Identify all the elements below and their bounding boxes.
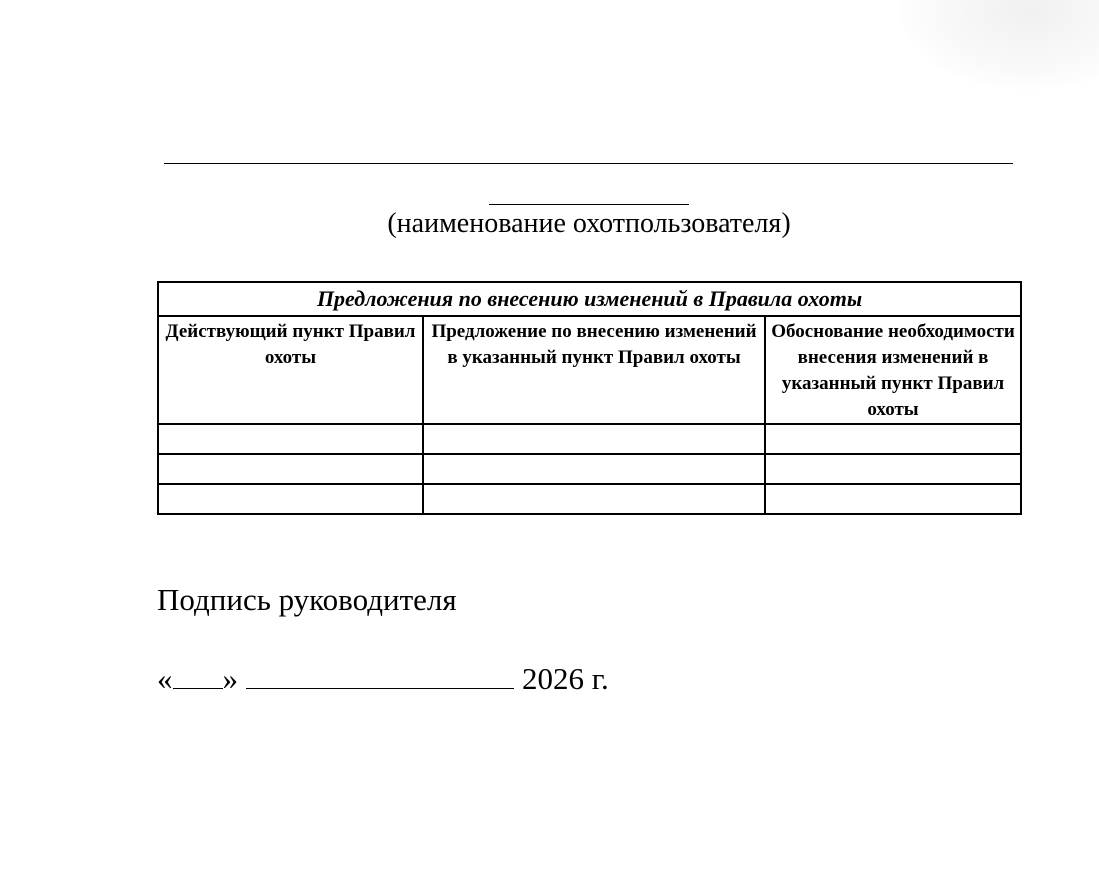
organization-name-line [164,163,1013,164]
table-header-row [158,316,1021,424]
date-day-blank[interactable] [173,662,223,689]
table-cell[interactable] [423,424,765,454]
date-open-quote: « [157,661,173,696]
table-row [158,424,1021,454]
column-header-proposal: Предложение по внесению изменений в указанный пункт Правил охоты [423,316,765,424]
column-header-justification: Обоснование необходимости внесения изменений в указанный пункт Правил охоты [765,316,1021,424]
table-cell[interactable] [765,454,1021,484]
table-cell[interactable] [158,424,423,454]
table-cell[interactable] [158,454,423,484]
table-row [158,454,1021,484]
date-close-quote: » [222,661,238,696]
signature-label: Подпись руководителя [157,582,457,617]
proposals-table [157,281,1022,515]
date-year: 2026 г. [522,661,609,696]
table-row [158,484,1021,514]
organization-name-line-continuation [489,204,689,205]
column-header-current-clause: Действующий пункт Правил охоты [158,316,423,424]
organization-name-caption: (наименование охотпользователя) [387,208,791,239]
table-cell[interactable] [158,484,423,514]
table-title-row [158,282,1021,316]
table-cell[interactable] [423,454,765,484]
date-month-blank[interactable] [246,662,514,689]
table-cell[interactable] [765,424,1021,454]
table-title: Предложения по внесению изменений в Правила охоты [158,282,1021,316]
table-cell[interactable] [423,484,765,514]
page-corner-shadow [899,0,1099,90]
table-cell[interactable] [765,484,1021,514]
date-line [157,659,609,699]
